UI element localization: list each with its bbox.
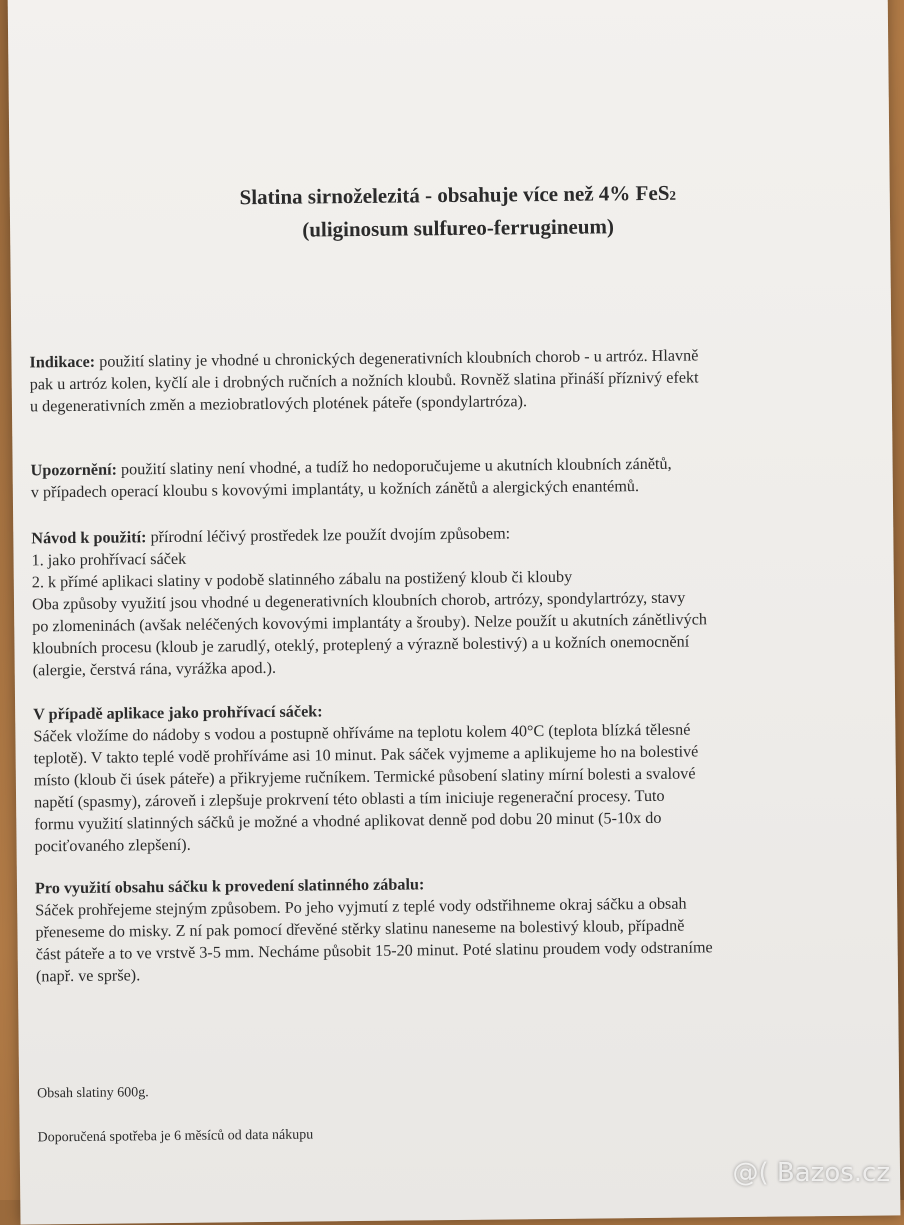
zabal-text: (např. ve sprše). — [35, 966, 141, 986]
navod-text: přírodní léčivý prostředek lze použít dvojím způsobem: — [146, 524, 511, 547]
ohrev-text: Sáček vložíme do nádoby s vodou a postupně ohříváme na teplotu kolem 40°C (teplota blízká tělesné — [33, 720, 691, 746]
zabal-heading: Pro využití obsahu sáčku k provedení slatinného zábalu: — [34, 875, 425, 898]
zabal-text: část páteře a to ve vrstvě 3-5 mm. Necháme působit 15-20 minut. Poté slatinu proudem vody odstraníme — [35, 938, 713, 964]
recommended-use: Doporučená spotřeba je 6 měsíců od data nákupu — [37, 1127, 314, 1146]
indikace-text: použití slatiny je vhodné u chronických degenerativních kloubních chorob - u artróz. Hlavně — [95, 346, 699, 371]
upozorneni-text: v případech operací kloubu s kovovými implantáty, u kožních zánětů a alergických enantémů. — [30, 477, 640, 502]
zabal-text: přeneseme do misky. Z ní pak pomocí dřevěné stěrky slatinu naneseme na bolestivý kloub, případně — [35, 916, 685, 942]
section-ohrev — [33, 695, 845, 857]
ohrev-text: formu využití slatinných sáčků je možné a vhodné aplikovat denně pod dobu 20 minut (5-10x do — [34, 808, 662, 834]
navod-text: 1. jako prohřívací sáček — [31, 549, 187, 570]
section-upozorneni — [31, 451, 841, 503]
ohrev-text: místo (kloub či úsek páteře) a přikryjeme ručníkem. Termické působení slatiny mírní bolesti a svalové — [33, 764, 696, 790]
zabal-text: Sáček prohřejeme stejným způsobem. Po jeho vyjmutí z teplé vody odstřihneme okraj sáčku a obsah — [35, 894, 687, 920]
content-amount: Obsah slatiny 600g. — [37, 1085, 149, 1102]
navod-label: Návod k použití: — [31, 528, 147, 548]
section-zabal — [35, 869, 846, 987]
document-title — [108, 176, 809, 246]
ohrev-text: napětí (spasmy), zároveň i zlepšuje prokrvení této oblasti a tím iniciuje regenerační procesy. Tuto — [34, 786, 665, 812]
navod-text: (alergie, čerstvá rána, vyrážka apod.). — [32, 658, 277, 680]
navod-text: 2. k přímé aplikaci slatiny v podobě slatinného zábalu na postižený kloub či klouby — [31, 567, 573, 592]
upozorneni-label: Upozornění: — [30, 460, 118, 480]
indikace-text: u degenerativních změn a meziobratlových plotének páteře (spondylartróza). — [29, 392, 528, 416]
ohrev-text: teplotě). V takto teplé vodě prohříváme asi 10 minut. Pak sáček vyjmeme a aplikujeme ho na bolestivé — [33, 742, 699, 768]
navod-text: kloubních procesu (kloub je zarudlý, oteklý, proteplený a výrazně bolestivý) a u kožních onemocnění — [32, 632, 690, 658]
ohrev-text: pociťovaného zlepšení). — [34, 835, 191, 856]
section-navod — [31, 519, 843, 681]
navod-text: Oba způsoby využití jsou vhodné u degenerativních kloubních chorob, artrózy, spondylartrózy, stavy — [31, 588, 686, 614]
upozorneni-text: použití slatiny není vhodné, a tudíž ho nedoporučujeme u akutních kloubních zánětů, — [116, 454, 672, 479]
navod-text: po zlomeninách (avšak neléčených kovovými implantáty a šrouby). Nelze použít u akutních zánětlivých — [32, 610, 708, 636]
indikace-text: pak u artróz kolen, kyčlí ale i drobných ručních a nožních kloubů. Rovněž slatina přináší příznivý efekt — [29, 368, 699, 394]
paper-sheet — [8, 0, 901, 1225]
title-subscript: 2 — [669, 187, 677, 203]
ohrev-heading: V případě aplikace jako prohřívací sáček: — [33, 702, 323, 724]
bazos-watermark: @( Bazos.cz — [732, 1158, 890, 1188]
section-indikace — [29, 343, 840, 417]
title-line-1: Slatina sirnoželezitá - obsahuje více než 4% FeS2 — [239, 180, 677, 210]
document-content — [28, 176, 848, 1149]
title-line-2: (uliginosum sulfureo-ferrugineum) — [302, 214, 615, 242]
indikace-label: Indikace: — [29, 352, 96, 372]
